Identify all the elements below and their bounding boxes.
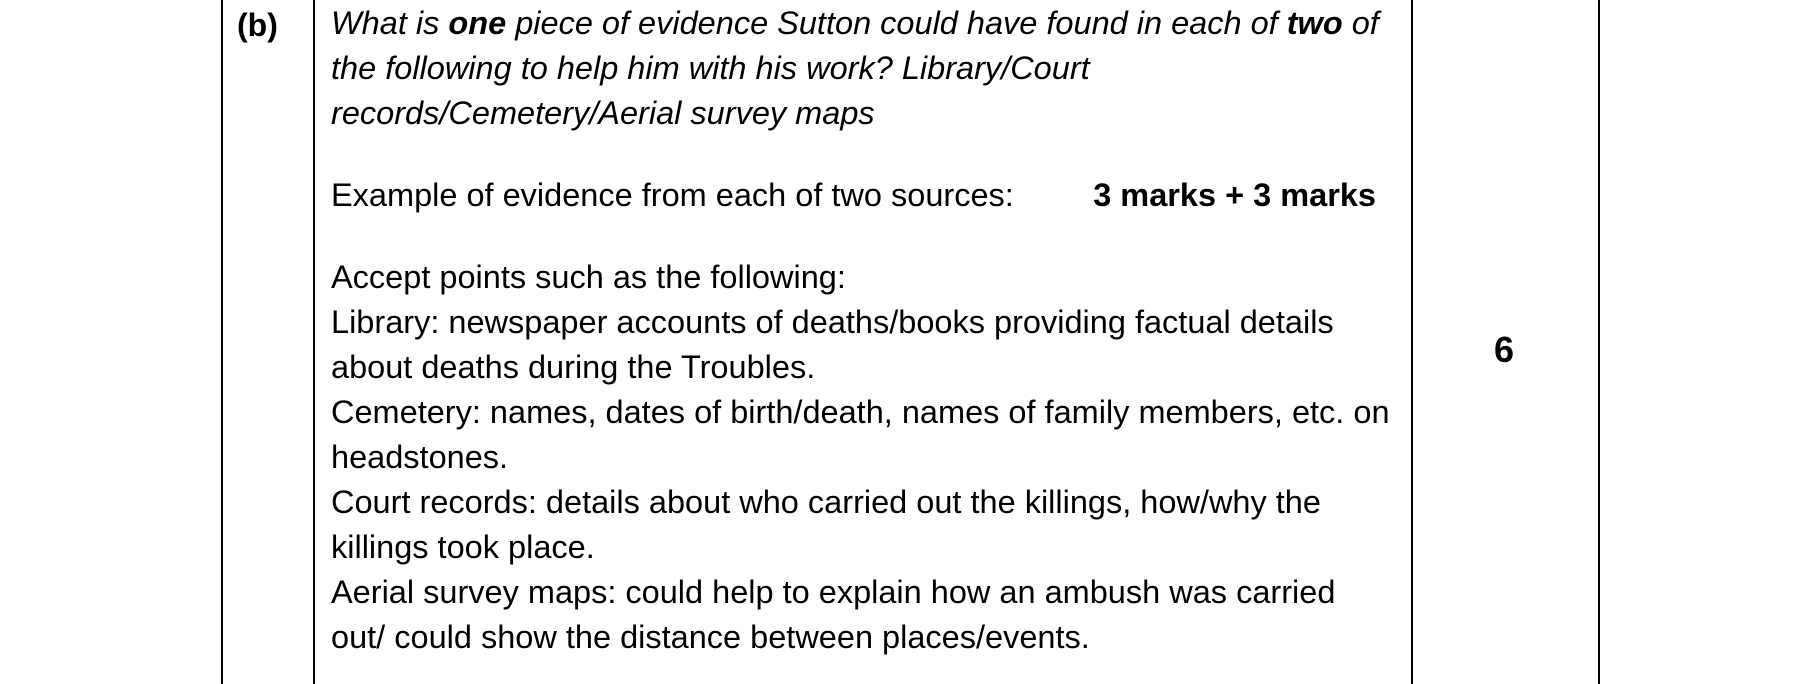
- question-text: [331, 1, 1397, 136]
- part-label: (b): [237, 7, 278, 43]
- question-pre: What is: [331, 5, 449, 41]
- example-marks: 3 marks + 3 marks: [1093, 177, 1376, 213]
- question-mid: piece of evidence Sutton could have found in each of: [506, 5, 1287, 41]
- accept-section: [331, 255, 1397, 660]
- content-cell: [313, 0, 1397, 684]
- accept-point-court-records: Court records: details about who carried out the killings, how/why the killings took place.: [331, 484, 1321, 565]
- accept-point-aerial-maps: Aerial survey maps: could help to explain how an ambush was carried out/ could show the distance between places/events.: [331, 574, 1336, 655]
- example-row: [331, 173, 1376, 218]
- marks-cell: [1411, 0, 1597, 684]
- accept-point-library: Library: newspaper accounts of deaths/books providing factual details about deaths during the Troubles.: [331, 304, 1334, 385]
- question-post: of the following to help him with his work? Library/Court records/Cemetery/Aerial survey maps: [331, 5, 1379, 131]
- table-border-right: [1598, 0, 1600, 684]
- accept-point-cemetery: Cemetery: names, dates of birth/death, names of family members, etc. on headstones.: [331, 394, 1390, 475]
- accept-intro: Accept points such as the following:: [331, 259, 846, 295]
- question-emphasis-two: two: [1286, 5, 1343, 41]
- marking-scheme-table: [221, 0, 1599, 684]
- example-text: Example of evidence from each of two sources:: [331, 177, 1014, 213]
- total-marks: 6: [1493, 329, 1515, 370]
- question-emphasis-one: one: [448, 5, 507, 41]
- part-cell: [221, 0, 313, 684]
- content-body: [331, 1, 1397, 660]
